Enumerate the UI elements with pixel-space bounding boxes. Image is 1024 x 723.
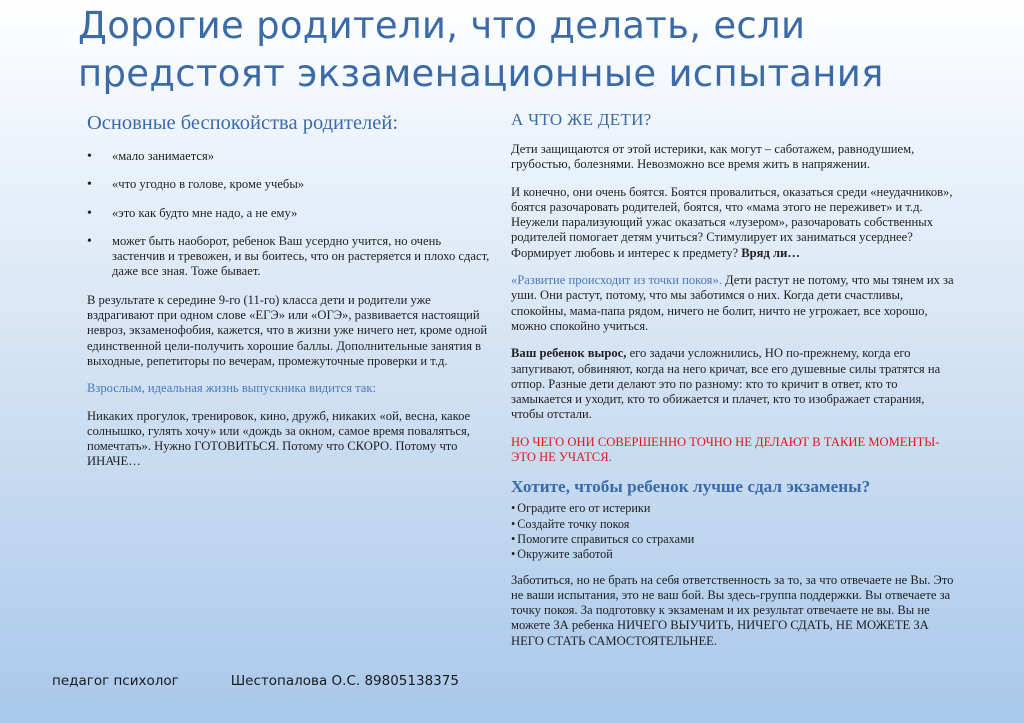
adults-view-paragraph: Взрослым, идеальная жизнь выпускника видится так: <box>87 381 377 396</box>
children-fear-bold: Вряд ли… <box>741 245 800 260</box>
parents-worries-heading: Основные беспокойства родителей: <box>87 112 399 134</box>
children-fear-paragraph <box>511 185 956 261</box>
ideal-life-paragraph: Никаких прогулок, тренировок, кино, дружб, никаких «ой, весна, какое солнышко, гулять хочу» или «дождь за окном, самое время поваляться, помечтать». Нужно ГОТОВИТЬСЯ. Потому что СКОРО. Потому что ИНАЧЕ… <box>87 408 471 469</box>
care-paragraph: Заботиться, но не брать на себя ответственность за то, за что отвечаете не Вы. Это не ваши испытания, это не ваш бой. Вы здесь-группа поддержки. Вы отвечаете за точку покоя. За подготовку к экзаменам и их результат отвечаете не вы. Вы не можете ЗА ребенка НИЧЕГО ВЫУЧИТЬ, НИЧЕГО СДАТЬ, НЕ МОЖЕТЕ ЗА НЕГО СТАТЬ САМОСТОЯТЕЛЬНЕЕ. <box>511 572 954 648</box>
right-column <box>511 110 956 661</box>
worry-item: • может быть наоборот, ребенок Ваш усердно учится, но очень застенчив и тревожен, и вы боитесь, что он растеряется и плохо сдаст, даже все зная. Тоже бывает. <box>87 234 497 280</box>
worry-item: • «это как будто мне надо, а не ему» <box>87 206 497 221</box>
footer-role: педагог психолог <box>52 673 179 689</box>
worry-item: • «что угодно в голове, кроме учебы» <box>87 177 497 192</box>
child-grown-paragraph <box>511 346 956 422</box>
result-paragraph: В результате к середине 9-го (11-го) класса дети и родители уже вздрагивают при одном слове «ЕГЭ» или «ОГЭ», развивается настоящий невроз, экзаменофобия, кажется, что в жизни уже ничего нет, кроме одной единственной цели-получить хорошие баллы. Дополнительные занятия в выходные, репетиторы по вечерам, промежуточные проверки и т.д. <box>87 292 488 368</box>
worry-item: • «мало занимается» <box>87 149 497 164</box>
footer <box>52 673 492 689</box>
advice-item: • Помогите справиться со страхами <box>511 532 956 547</box>
red-warning: НО ЧЕГО ОНИ СОВЕРШЕННО ТОЧНО НЕ ДЕЛАЮТ В ТАКИЕ МОМЕНТЫ- ЭТО НЕ УЧАТСЯ. <box>511 434 940 465</box>
advice-item: • Оградите его от истерики <box>511 501 956 516</box>
advice-list <box>511 501 956 562</box>
children-heading: А ЧТО ЖЕ ДЕТИ? <box>511 110 652 129</box>
page-title <box>78 2 978 98</box>
children-fear-text: И конечно, они очень боятся. Боятся провалиться, оказаться среди «неудачников», боятся разочаровать родителей, боятся, что «мама этого не переживет» и т.д. Неужели парализующий ужас оказаться «лузером», разочаровать собственных родителей помогает детям учиться? Стимулирует их заниматься усерднее? Формирует любовь и интерес к предмету? <box>511 184 953 260</box>
advice-item: • Создайте точку покоя <box>511 517 956 532</box>
children-defend-paragraph: Дети защищаются от этой истерики, как могут – саботажем, равнодушием, грубостью, болезнями. Невозможно все время жить в напряжении. <box>511 142 915 172</box>
left-column <box>87 112 497 482</box>
development-paragraph <box>511 273 956 334</box>
title-line-1: Дорогие родители, что делать, если <box>78 4 806 47</box>
development-quote: «Развитие происходит из точки покоя». <box>511 273 722 288</box>
advice-item: • Окружите заботой <box>511 547 956 562</box>
title-line-2: предстоят экзаменационные испытания <box>78 52 884 95</box>
child-grown-bold: Ваш ребенок вырос, <box>511 346 627 361</box>
child-grown-text: его задачи усложнились, НО по-прежнему, когда его запугивают, обвиняют, когда на него кричат, все его душевные силы тратятся на отпор. Разные дети делают это по разному: кто то кричит в ответ, кто то замыкается и уходит, кто то обижается и плачет, кто то изображает старания, чтобы отстали. <box>511 346 941 422</box>
development-text: Дети растут не потому, что мы тянем их за уши. Они растут, потому, что мы заботимся о них. Когда дети счастливы, спокойны, мама-папа рядом, ничего не болит, ничто не угрожает, все хорошо, можно спокойно учиться. <box>511 273 954 333</box>
advice-heading: Хотите, чтобы ребенок лучше сдал экзамены? <box>511 477 871 497</box>
worries-list <box>87 149 497 280</box>
footer-author: Шестопалова О.С. 89805138375 <box>230 673 459 689</box>
